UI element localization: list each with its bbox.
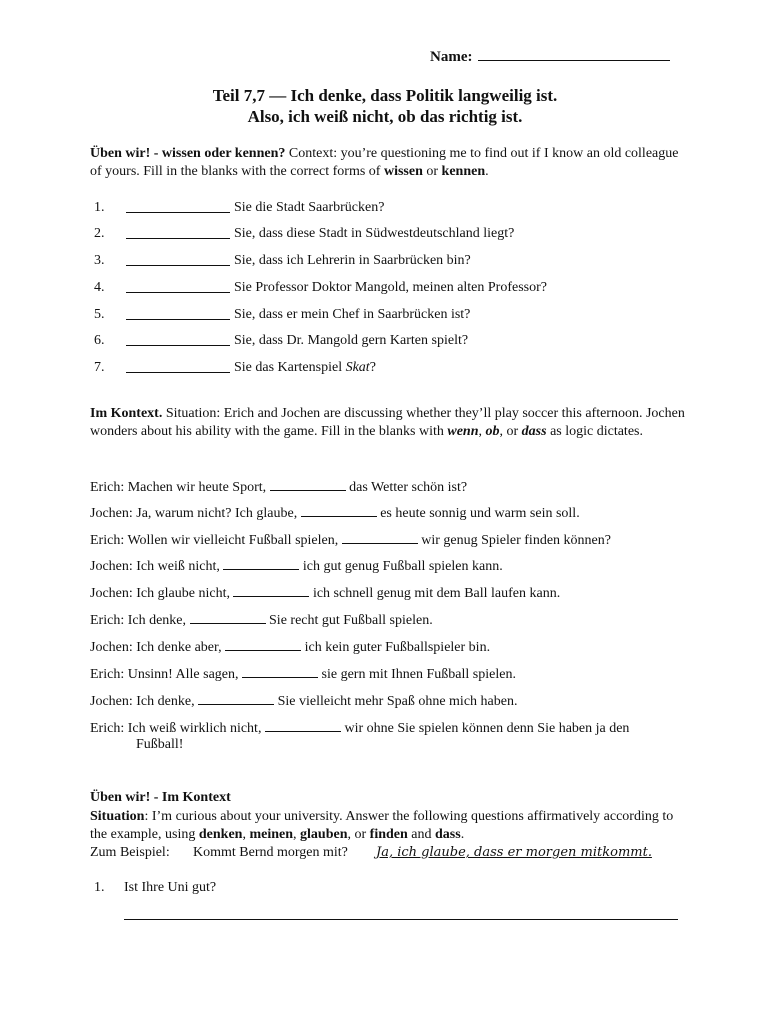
answer-blank[interactable] xyxy=(126,333,230,346)
section3-instructions: Situation: I’m curious about your university. Answer the following questions affirmatively according to the example, using denken, meinen, glauben, or finden and dass. xyxy=(90,809,674,842)
name-blank[interactable] xyxy=(478,46,670,61)
dialogue-line: Erich: Unsinn! Alle sagen, sie gern mit Ihnen Fußball spielen. xyxy=(90,667,516,682)
answer-blank[interactable] xyxy=(223,557,299,570)
dialogue-line: Erich: Ich weiß wirklich nicht, wir ohne Sie spielen können denn Sie haben ja den xyxy=(90,721,630,736)
answer-blank[interactable] xyxy=(265,719,341,732)
dialogue-line: Jochen: Ich glaube nicht, ich schnell genug mit dem Ball laufen kann. xyxy=(90,586,561,601)
answer-line[interactable] xyxy=(124,918,678,920)
example-label: Zum Beispiel: xyxy=(90,845,170,860)
answer-blank[interactable] xyxy=(126,360,230,373)
answer-blank[interactable] xyxy=(198,692,274,705)
name-label: Name: xyxy=(430,49,473,65)
answer-blank[interactable] xyxy=(126,307,230,320)
title-line-1: Teil 7,7 — Ich denke, dass Politik langweilig ist. xyxy=(212,86,558,105)
name-field[interactable] xyxy=(430,46,670,66)
answer-blank[interactable] xyxy=(126,200,230,213)
section1-instructions: Üben wir! - wissen oder kennen? Context: you’re questioning me to find out if I know an old colleague of yours. Fill in the blanks with the correct forms of wissen or kennen. xyxy=(90,146,679,179)
example-question: Kommt Bernd morgen mit? xyxy=(193,845,348,860)
title-line-2: Also, ich weiß nicht, ob das richtig ist. xyxy=(247,107,523,126)
dialogue-line: Jochen: Ich denke aber, ich kein guter Fußballspieler bin. xyxy=(90,640,491,655)
dialogue-line: Jochen: Ja, warum nicht? Ich glaube, es heute sonnig und warm sein soll. xyxy=(90,506,580,521)
section2-instructions: Im Kontext. Situation: Erich and Jochen are discussing whether they’ll play soccer this afternoon. Jochen wonders about his ability with the game. Fill in the blanks with wenn, ob, or dass as logic dictates. xyxy=(90,406,685,439)
question-number: 1. xyxy=(94,880,105,895)
dialogue-line: Jochen: Ich weiß nicht, ich gut genug Fußball spielen kann. xyxy=(90,559,503,574)
dialogue-line: Jochen: Ich denke, Sie vielleicht mehr Spaß ohne mich haben. xyxy=(90,694,518,709)
section3-heading: Üben wir! - Im Kontext xyxy=(90,790,231,805)
answer-blank[interactable] xyxy=(126,226,230,239)
answer-blank[interactable] xyxy=(126,253,230,266)
answer-blank[interactable] xyxy=(270,478,346,491)
dialogue-line-continued: Fußball! xyxy=(136,737,184,752)
answer-blank[interactable] xyxy=(233,584,309,597)
answer-blank[interactable] xyxy=(342,531,418,544)
answer-blank[interactable] xyxy=(301,504,377,517)
question-text: Ist Ihre Uni gut? xyxy=(124,880,217,895)
answer-blank[interactable] xyxy=(126,280,230,293)
answer-blank[interactable] xyxy=(190,611,266,624)
dialogue-line: Erich: Ich denke, Sie recht gut Fußball spielen. xyxy=(90,613,433,628)
section1-heading: Üben wir! - wissen oder kennen? xyxy=(90,146,286,161)
section2-heading: Im Kontext. xyxy=(90,406,163,421)
answer-blank[interactable] xyxy=(242,665,318,678)
dialogue-line: Erich: Machen wir heute Sport, das Wetter schön ist? xyxy=(90,480,468,495)
answer-blank[interactable] xyxy=(225,638,301,651)
dialogue-line: Erich: Wollen wir vielleicht Fußball spielen, wir genug Spieler finden können? xyxy=(90,533,611,548)
example-answer: Ja, ich glaube, dass er morgen mitkommt. xyxy=(376,845,652,860)
worksheet-page: Name: Teil 7,7 — Ich denke, dass Politik langweilig ist. Also, ich weiß nicht, ob das richtig ist. Üben wir! - wissen oder kennen? Context: you’re questioning me to find out if I know an old colleague of yours. Fill in the blanks with the correct forms of wissen or kennen. 1. Sie die Stadt Saarbrücken? 2. Sie, dass diese Stadt in Südwestdeutschland liegt? 3. Sie, dass ich Lehrerin in Saarbrücken bin? 4. Sie Professor Doktor Mangold, meinen alten Professor? 5. Sie, dass er mein Chef in Saarbrücken ist? 6. Sie, dass Dr. Mangold gern Karten spielt? 7. Sie das Kartenspiel Skat? Im Kontext. Situation: Erich and Jochen are discussing whether they’ll play soccer this afternoon. Jochen wonders about his ability with the game. Fill in the blanks with wenn, ob, or dass as logic dictates. Erich: Machen wir heute Sport, das Wetter schön ist? Jochen: Ja, warum nicht? Ich glaube, es heute sonnig und warm sein soll. Erich: Wollen wir vielleicht Fußball spielen, wir genug Spieler finden können? Jochen: Ich weiß nicht, ich gut genug Fußball spielen kann. Jochen: Ich glaube nicht, ich schnell genug mit dem Ball laufen kann. Erich: Ich denke, Sie recht gut Fußball spielen. Jochen: Ich denke aber, ich kein guter Fußballspieler bin. Erich: Unsinn! Alle sagen, sie gern mit Ihnen Fußball spielen. Jochen: Ich denke, Sie vielleicht mehr Spaß ohne mich haben. Erich: Ich weiß wirklich nicht, wir ohne Sie spielen können denn Sie haben ja den Fußball! Üben wir! - Im Kontext Situation: I’m curious about your university. Answer the following questions affirmatively according to the example, using denken, meinen, glauben, or finden and dass. Zum Beispiel: Kommt Bernd morgen mit? Ja, ich glaube, dass er morgen mitkommt. 1. Ist Ihre Uni gut? xyxy=(0,0,770,1024)
